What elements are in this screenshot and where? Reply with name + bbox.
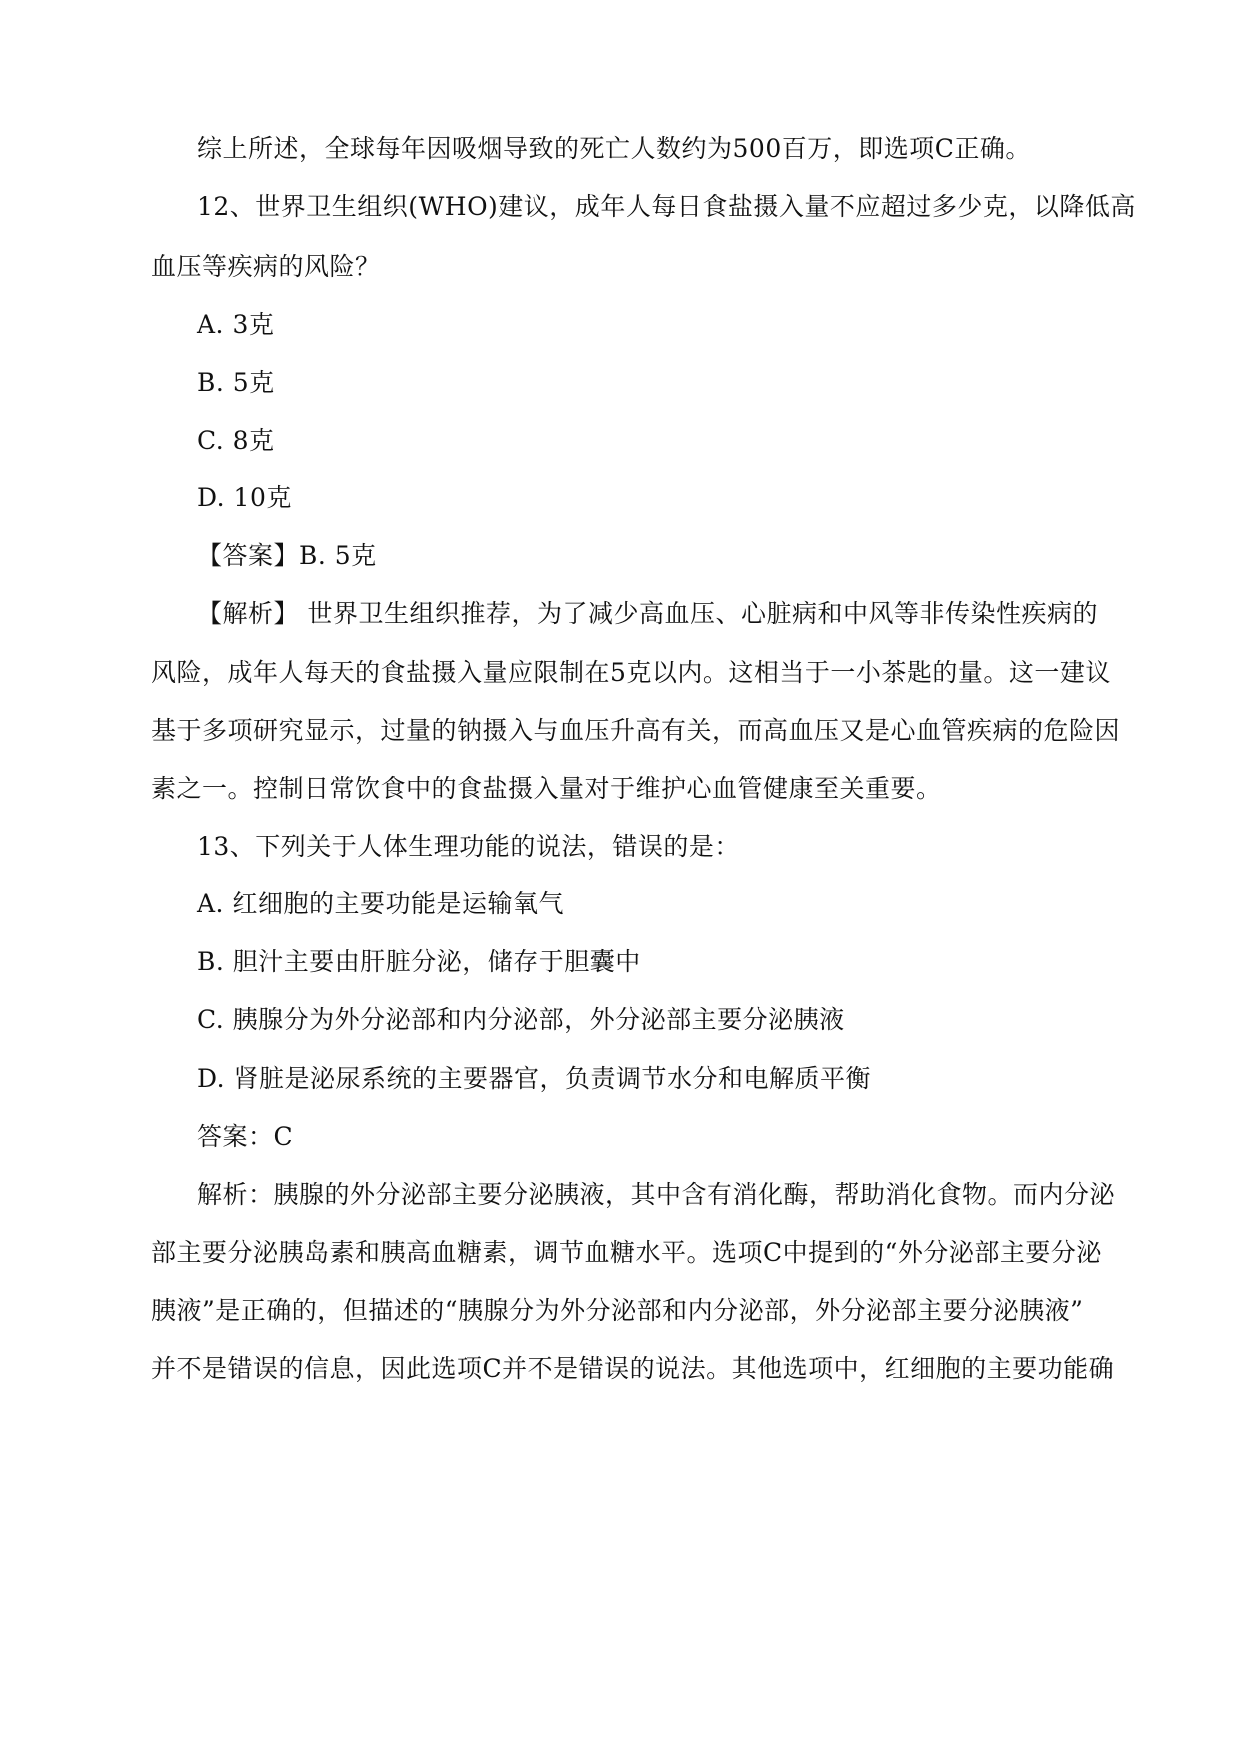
q12-option-d: D. 10克	[197, 483, 292, 512]
q12-stem-line2: 血压等疾病的风险？	[151, 252, 381, 281]
q12-stem-line1: 12、世界卫生组织(WHO)建议，成年人每日食盐摄入量不应超过多少克，以降低高	[197, 192, 1136, 221]
q11-summary: 综上所述，全球每年因吸烟导致的死亡人数约为500百万，即选项C正确。	[197, 134, 1031, 163]
q13-option-a: A. 红细胞的主要功能是运输氧气	[197, 889, 564, 918]
q13-stem: 13、下列关于人体生理功能的说法，错误的是：	[197, 832, 740, 861]
q12-answer: 【答案】B. 5克	[197, 541, 377, 570]
q12-analysis-line2: 风险，成年人每天的食盐摄入量应限制在5克以内。这相当于一小茶匙的量。这一建议	[151, 658, 1111, 687]
q12-analysis-line4: 素之一。控制日常饮食中的食盐摄入量对于维护心血管健康至关重要。	[151, 774, 942, 803]
q13-analysis-line2: 部主要分泌胰岛素和胰高血糖素，调节血糖水平。选项C中提到的“外分泌部主要分泌	[151, 1238, 1102, 1267]
q13-option-b: B. 胆汁主要由肝脏分泌，储存于胆囊中	[197, 947, 641, 976]
q13-analysis-line3: 胰液”是正确的，但描述的“胰腺分为外分泌部和内分泌部，外分泌部主要分泌胰液”	[151, 1296, 1084, 1325]
q13-analysis-line1: 解析：胰腺的外分泌部主要分泌胰液，其中含有消化酶，帮助消化食物。而内分泌	[197, 1180, 1116, 1209]
q13-option-d: D. 肾脏是泌尿系统的主要器官，负责调节水分和电解质平衡	[197, 1064, 872, 1093]
q13-analysis-line4: 并不是错误的信息，因此选项C并不是错误的说法。其他选项中，红细胞的主要功能确	[151, 1354, 1115, 1383]
q12-option-b: B. 5克	[197, 368, 275, 397]
q12-option-a: A. 3克	[197, 310, 275, 339]
q13-answer: 答案：C	[197, 1122, 294, 1151]
q12-analysis-line1: 【解析】 世界卫生组织推荐，为了减少高血压、心脏病和中风等非传染性疾病的	[197, 599, 1098, 628]
q12-option-c: C. 8克	[197, 426, 275, 455]
q12-analysis-line3: 基于多项研究显示，过量的钠摄入与血压升高有关，而高血压又是心血管疾病的危险因	[151, 716, 1121, 745]
q13-option-c: C. 胰腺分为外分泌部和内分泌部，外分泌部主要分泌胰液	[197, 1005, 845, 1034]
